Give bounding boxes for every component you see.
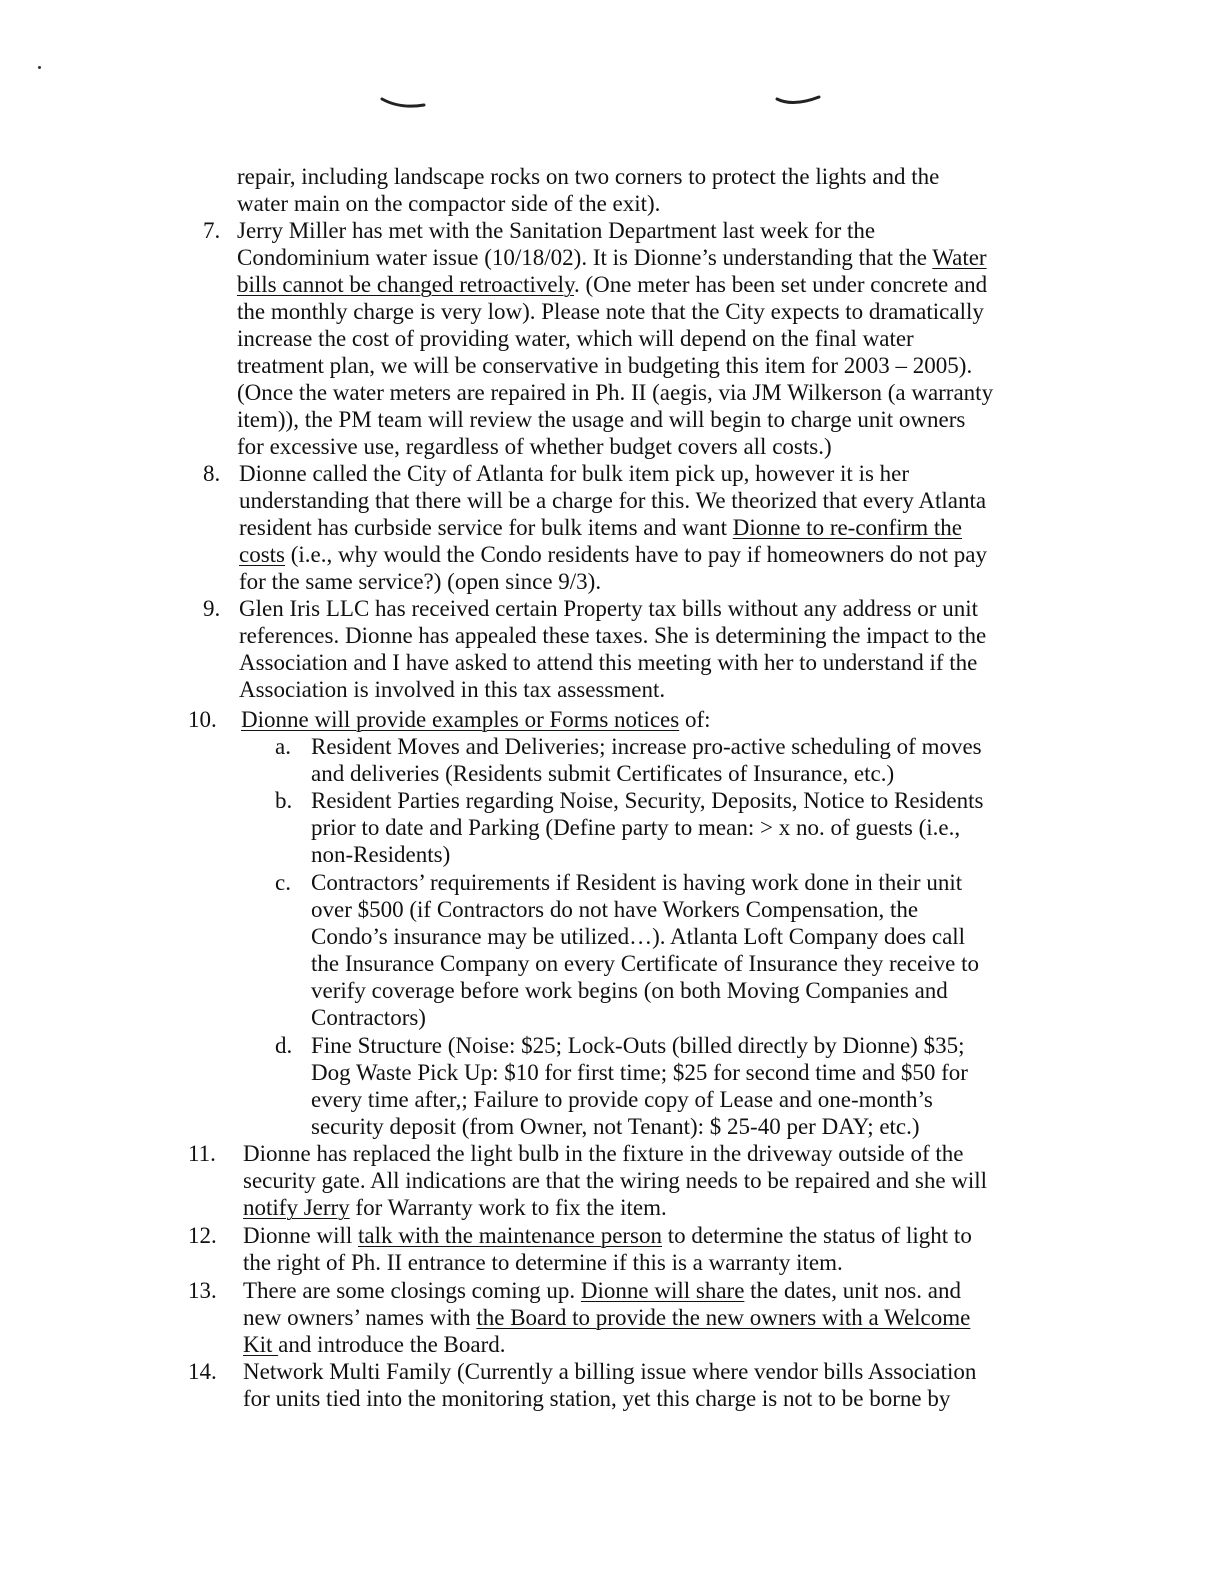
text-segment: Condominium water issue (10/18/02). It is Dionne’s understanding that the	[237, 245, 933, 270]
underlined-text: Dionne will provide examples or Forms notices	[241, 707, 680, 732]
list-marker: 8.	[203, 461, 221, 486]
text-line	[237, 271, 987, 298]
list-marker: 14.	[188, 1359, 217, 1384]
text-line	[237, 298, 984, 325]
text-segment: new owners’ names with	[243, 1305, 477, 1330]
text-segment: (i.e., why would the Condo residents have to pay if homeowners do not pay	[285, 542, 988, 567]
text-segment: the Insurance Company on every Certificate of Insurance they receive to	[311, 951, 979, 976]
text-line	[239, 487, 986, 514]
text-line	[239, 514, 962, 541]
text-line	[239, 676, 665, 703]
text-line	[237, 163, 939, 190]
underlined-text: the Board to provide the new owners with a Welcome	[476, 1305, 971, 1330]
text-line	[243, 1277, 961, 1304]
text-segment: repair, including landscape rocks on two corners to protect the lights and the	[237, 164, 940, 189]
text-segment: Resident Moves and Deliveries; increase pro-active scheduling of moves	[311, 734, 982, 759]
text-line	[311, 1032, 964, 1059]
text-segment: and introduce the Board.	[278, 1332, 506, 1357]
text-line	[237, 325, 914, 352]
text-line	[239, 568, 601, 595]
text-line	[243, 1358, 976, 1385]
text-line	[311, 1059, 968, 1086]
text-line	[243, 1304, 970, 1331]
text-line	[311, 787, 983, 814]
text-line	[311, 814, 960, 841]
text-segment: for units tied into the monitoring station, yet this charge is not to be borne by	[243, 1386, 951, 1411]
text-line	[311, 923, 965, 950]
text-segment: the right of Ph. II entrance to determine if this is a warranty item.	[243, 1250, 843, 1275]
text-segment: Dionne has replaced the light bulb in the fixture in the driveway outside of the	[243, 1141, 964, 1166]
text-line	[311, 760, 894, 787]
list-marker: b.	[275, 788, 293, 813]
text-line	[237, 217, 875, 244]
text-line	[241, 706, 711, 733]
list-marker: 7.	[203, 218, 221, 243]
list-marker: a.	[275, 734, 291, 759]
underlined-text: bills cannot be changed retroactively	[237, 272, 574, 297]
text-line	[239, 460, 909, 487]
text-segment: over $500 (if Contractors do not have Workers Compensation, the	[311, 897, 919, 922]
text-line	[239, 649, 977, 676]
text-segment: Dionne will	[243, 1223, 358, 1248]
text-segment: Network Multi Family (Currently a billing issue where vendor bills Association	[243, 1359, 977, 1384]
text-line	[237, 379, 993, 406]
text-line	[311, 1004, 426, 1031]
text-segment: resident has curbside service for bulk items and want	[239, 515, 733, 540]
text-segment: Condo’s insurance may be utilized…). Atlanta Loft Company does call	[311, 924, 966, 949]
text-segment: treatment plan, we will be conservative in budgeting this item for 2003 – 2005).	[237, 353, 973, 378]
list-marker: 10.	[188, 707, 217, 732]
list-marker: 9.	[203, 596, 221, 621]
text-segment: of:	[679, 707, 711, 732]
text-segment: Association is involved in this tax assessment.	[239, 677, 666, 702]
text-segment: security gate. All indications are that the wiring needs to be repaired and she will	[243, 1168, 988, 1193]
text-line	[237, 433, 832, 460]
text-segment: Contractors’ requirements if Resident is having work done in their unit	[311, 870, 963, 895]
text-segment: prior to date and Parking (Define party to mean: > x no. of guests (i.e.,	[311, 815, 961, 840]
underlined-text: Water	[932, 245, 987, 270]
text-segment: the dates, unit nos. and	[744, 1278, 961, 1303]
text-segment: Dionne called the City of Atlanta for bulk item pick up, however it is her	[239, 461, 910, 486]
list-marker: 11.	[188, 1141, 216, 1166]
scan-mark-left	[380, 95, 428, 115]
underlined-text: notify Jerry	[243, 1195, 350, 1220]
list-marker: c.	[275, 870, 291, 895]
text-line	[243, 1194, 667, 1221]
text-segment: increase the cost of providing water, which will depend on the final water	[237, 326, 914, 351]
text-segment: for the same service?) (open since 9/3).	[239, 569, 602, 594]
text-segment: Jerry Miller has met with the Sanitation Department last week for the	[237, 218, 876, 243]
text-segment: the monthly charge is very low). Please note that the City expects to dramatically	[237, 299, 984, 324]
text-segment: Fine Structure (Noise: $25; Lock-Outs (billed directly by Dionne) $35;	[311, 1033, 965, 1058]
list-marker: d.	[275, 1033, 293, 1058]
text-line	[237, 406, 965, 433]
text-segment: understanding that there will be a charge for this. We theorized that every Atlanta	[239, 488, 987, 513]
text-segment: Dog Waste Pick Up: $10 for first time; $25 for second time and $50 for	[311, 1060, 968, 1085]
text-segment: references. Dionne has appealed these taxes. She is determining the impact to the	[239, 623, 987, 648]
text-segment: . (One meter has been set under concrete and	[573, 272, 988, 297]
underlined-text: talk with the maintenance person	[358, 1223, 663, 1248]
list-marker: 12.	[188, 1223, 217, 1248]
text-segment: Contractors)	[311, 1005, 426, 1030]
text-segment: (Once the water meters are repaired in Ph. II (aegis, via JM Wilkerson (a warranty	[237, 380, 994, 405]
text-line	[243, 1249, 843, 1276]
scan-mark-right	[775, 93, 823, 113]
text-line	[239, 622, 986, 649]
text-line	[311, 841, 450, 868]
text-line	[311, 1086, 933, 1113]
text-segment: security deposit (from Owner, not Tenant): $ 25-40 per DAY; etc.)	[311, 1114, 920, 1139]
text-line	[243, 1385, 950, 1412]
text-line	[237, 352, 972, 379]
text-segment: Glen Iris LLC has received certain Property tax bills without any address or unit	[239, 596, 978, 621]
text-line	[243, 1167, 987, 1194]
text-segment: verify coverage before work begins (on both Moving Companies and	[311, 978, 948, 1003]
text-line	[311, 869, 962, 896]
text-line	[311, 950, 979, 977]
text-segment: for Warranty work to fix the item.	[349, 1195, 667, 1220]
text-segment: Association and I have asked to attend this meeting with her to understand if the	[239, 650, 978, 675]
text-segment: non-Residents)	[311, 842, 451, 867]
text-segment: and deliveries (Residents submit Certificates of Insurance, etc.)	[311, 761, 895, 786]
underlined-text: costs	[239, 542, 285, 567]
text-segment: for excessive use, regardless of whether budget covers all costs.)	[237, 434, 832, 459]
text-segment: every time after,; Failure to provide copy of Lease and one-month’s	[311, 1087, 933, 1112]
text-line	[243, 1331, 506, 1358]
text-line	[237, 190, 660, 217]
text-segment: item)), the PM team will review the usage and will begin to charge unit owners	[237, 407, 966, 432]
list-marker: 13.	[188, 1278, 217, 1303]
text-segment: to determine the status of light to	[662, 1223, 972, 1248]
underlined-text: Kit	[243, 1332, 279, 1357]
text-line	[239, 595, 978, 622]
underlined-text: Dionne to re-confirm the	[732, 515, 962, 540]
text-line	[243, 1222, 972, 1249]
text-segment: water main on the compactor side of the exit).	[237, 191, 661, 216]
text-line	[311, 733, 982, 760]
text-line	[239, 541, 987, 568]
text-line	[311, 977, 948, 1004]
underlined-text: Dionne will share	[580, 1278, 745, 1303]
text-segment: Resident Parties regarding Noise, Security, Deposits, Notice to Residents	[311, 788, 984, 813]
text-line	[311, 1113, 920, 1140]
scan-speck	[38, 66, 41, 69]
text-segment: There are some closings coming up.	[243, 1278, 581, 1303]
text-line	[243, 1140, 963, 1167]
text-line	[237, 244, 987, 271]
text-line	[311, 896, 918, 923]
